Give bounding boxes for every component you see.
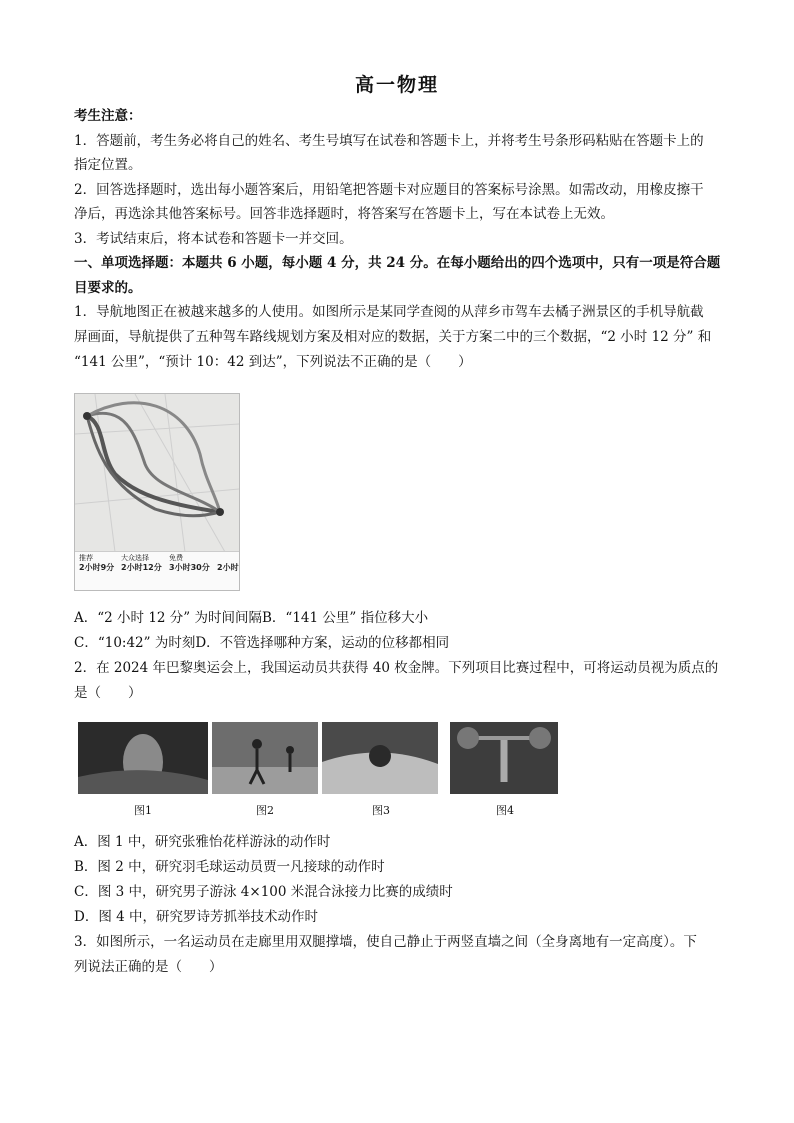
question-1-text: 1．导航地图正在被越来越多的人使用。如图所示是某同学查阅的从萍乡市驾车去橘子洲景区的手机导航截 — [74, 304, 704, 320]
notice-line: 1．答题前，考生务必将自己的姓名、考生号填写在试卷和答题卡上，并将考生号条形码粘贴在答题卡上的 — [74, 133, 704, 149]
question-3-text: 3．如图所示，一名运动员在走廊里用双腿撑墙，使自己静止于两竖直墙之间（全身离地有一定高度）。下 — [74, 934, 697, 950]
photo-weightlifting — [450, 722, 558, 794]
figure-caption: 图3 — [372, 804, 390, 817]
map-routes — [75, 394, 239, 552]
route-plan-time: 2小时 — [217, 563, 239, 572]
page-title: 高一物理 — [354, 74, 439, 96]
photo-artistic-swimming — [78, 722, 208, 794]
badminton-figure — [212, 722, 318, 794]
option-c[interactable]: C．“10:42” 为时刻 — [74, 635, 196, 651]
notice-line: 2．回答选择题时，选出每小题答案后，用铅笔把答题卡对应题目的答案标号涂黑。如需改动，用橡皮擦干 — [74, 182, 704, 198]
navigation-map-image — [74, 393, 240, 591]
route-plan-tag: 免费 — [169, 554, 183, 562]
route-plan-time: 2小时9分 — [79, 563, 115, 572]
question-2-option-d[interactable]: D．图 4 中，研究罗诗芳抓举技术动作时 — [74, 909, 318, 925]
figure-caption: 图1 — [134, 804, 152, 817]
question-2-option-b[interactable]: B．图 2 中，研究羽毛球运动员贾一凡接球的动作时 — [74, 859, 385, 875]
route-plan-2[interactable] — [121, 554, 169, 572]
notice-line: 指定位置。 — [74, 157, 142, 173]
route-plan-3[interactable] — [169, 554, 217, 572]
question-2-option-a[interactable]: A．图 1 中，研究张雅怡花样游泳的动作时 — [74, 834, 331, 850]
figure-caption: 图2 — [256, 804, 274, 817]
option-d[interactable]: D．不管选择哪种方案，运动的位移都相同 — [195, 635, 450, 651]
route-plan-1[interactable] — [79, 554, 127, 572]
question-2-text: 2．在 2024 年巴黎奥运会上，我国运动员共获得 40 枚金牌。下列项目比赛过程中，可将运动员视为质点的 — [74, 660, 719, 676]
notice-heading: 考生注意： — [74, 108, 142, 124]
section-heading: 一、单项选择题：本题共 6 小题，每小题 4 分，共 24 分。在每小题给出的四个选项中，只有一项是符合题 — [74, 255, 721, 271]
swimmer-breath-figure — [322, 722, 438, 794]
notice-line: 3．考试结束后，将本试卷和答题卡一并交回。 — [74, 231, 353, 247]
question-1-text: 屏画面，导航提供了五种驾车路线规划方案及相对应的数据，关于方案二中的三个数据，“2 小时 12 分” 和 — [74, 329, 712, 345]
notice-line: 净后，再选涂其他答案标号。回答非选择题时，将答案写在答题卡上，写在本试卷上无效。 — [74, 206, 614, 222]
photo-swimming — [322, 722, 438, 794]
route-plan-time: 3小时30分 — [169, 563, 210, 572]
question-3-text: 列说法正确的是（ ） — [74, 959, 223, 975]
option-a[interactable]: A．“2 小时 12 分” 为时间间隔 — [74, 610, 262, 626]
question-2-option-c[interactable]: C．图 3 中，研究男子游泳 4×100 米混合泳接力比赛的成绩时 — [74, 884, 453, 900]
option-b[interactable]: B．“141 公里” 指位移大小 — [262, 610, 429, 626]
route-plan-tag: 推荐 — [79, 554, 93, 562]
route-plan-tag: 大众选择 — [121, 554, 149, 562]
route-plans-strip — [75, 551, 239, 590]
question-1-text: “141 公里”，“预计 10：42 到达”，下列说法不正确的是（ ） — [74, 354, 472, 370]
figure-caption: 图4 — [496, 804, 514, 817]
swimmer-figure — [78, 722, 208, 794]
route-plan-time: 2小时12分 — [121, 563, 162, 572]
question-1-options-row1 — [74, 606, 724, 630]
question-1-options-row2 — [74, 631, 724, 655]
section-heading-cont: 目要求的。 — [74, 280, 142, 296]
weightlifter-figure — [450, 722, 558, 794]
route-plan-4[interactable] — [217, 554, 239, 572]
question-2-text: 是（ ） — [74, 685, 142, 701]
photo-badminton — [212, 722, 318, 794]
